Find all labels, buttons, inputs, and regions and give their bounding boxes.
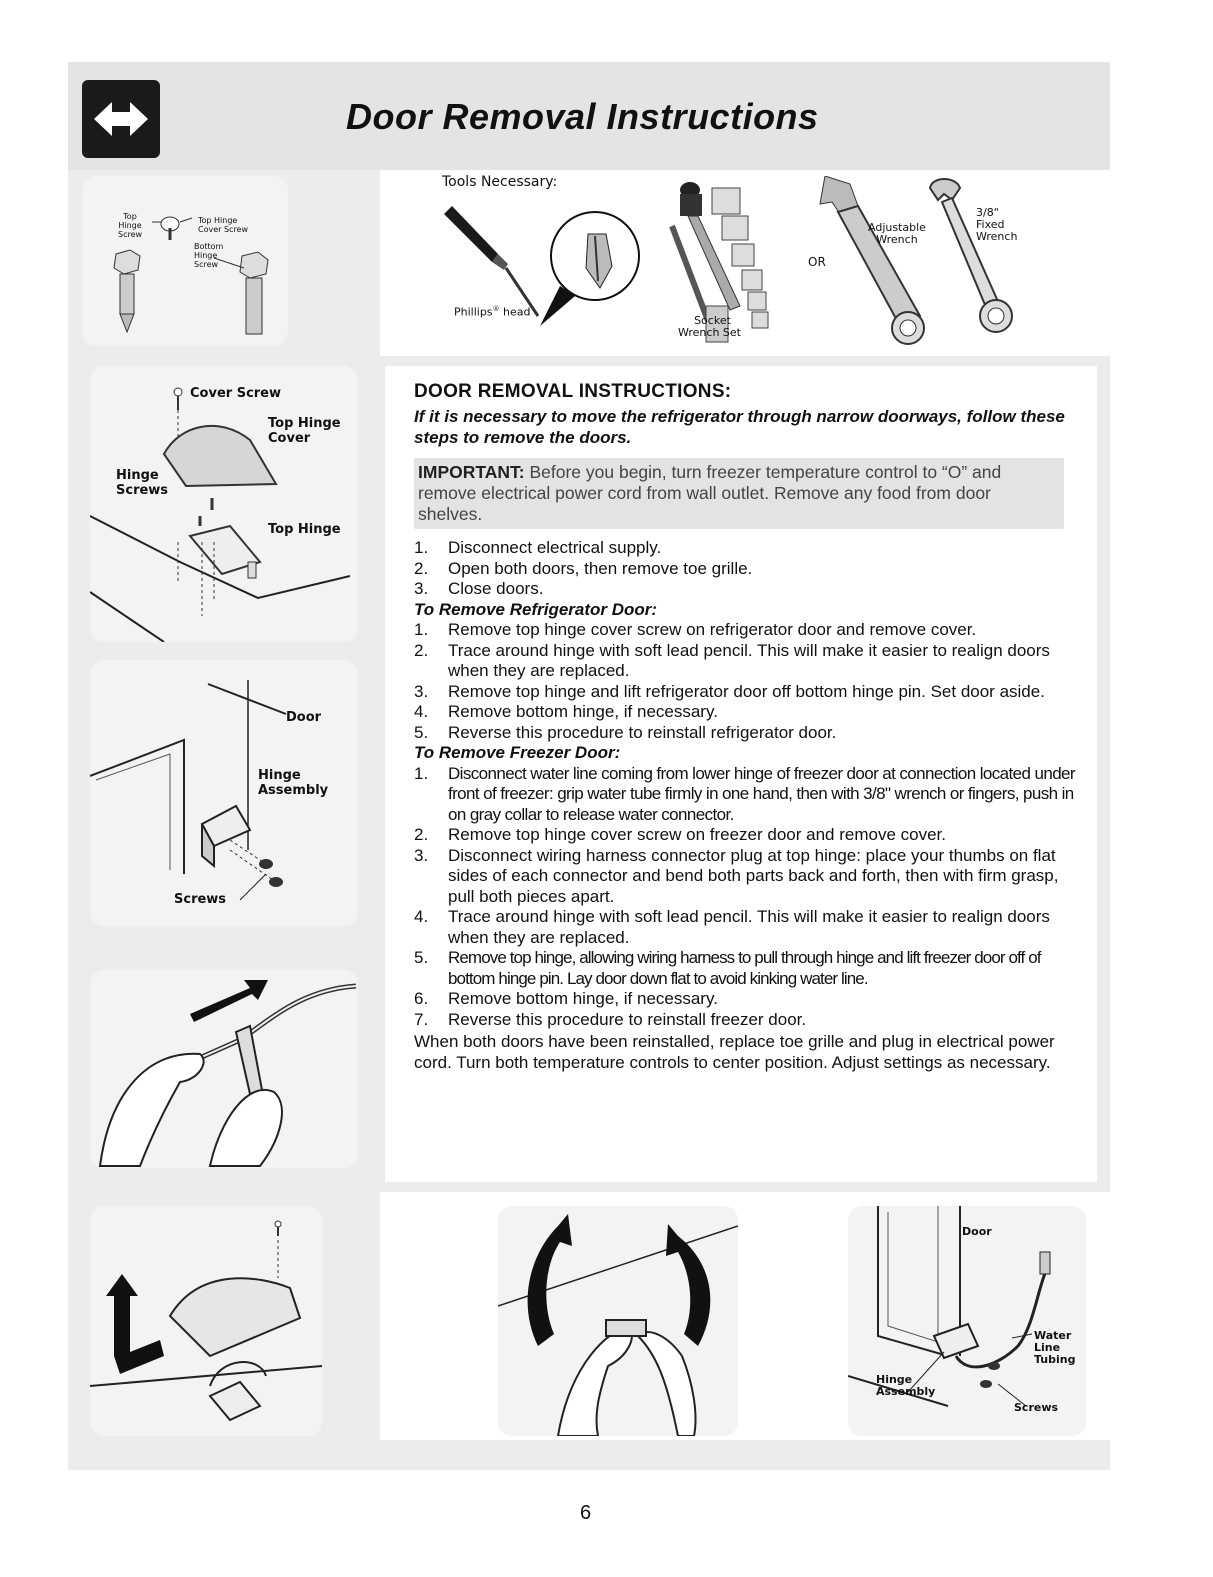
hinge-assembly-icon xyxy=(202,806,250,866)
list-item xyxy=(414,825,1082,846)
step-text: Trace around hinge with soft lead pencil. This will make it easier to realign doors when they are replaced. xyxy=(448,640,1050,680)
closing-paragraph: When both doors have been reinstalled, replace toe grille and plug in electrical power cord. Turn both temperature controls to center position. Adjust settings as necessary. xyxy=(414,1032,1055,1072)
step-text: Remove top hinge and lift refrigerator door off bottom hinge pin. Set door aside. xyxy=(448,681,1045,701)
step-text: Remove top hinge, allowing wiring harness to pull through hinge and lift freezer door off of bottom hinge pin. Lay door down flat to avoid kinking water line. xyxy=(448,948,1041,988)
arrow-up-icon xyxy=(106,1274,164,1374)
step-text: Reverse this procedure to reinstall freezer door. xyxy=(448,1009,807,1029)
harness-connector-figure xyxy=(498,1206,738,1436)
hinge-assembly-line1: Hinge xyxy=(876,1373,913,1386)
list-item xyxy=(414,948,1082,989)
hinge-screws-line2: Screws xyxy=(116,483,169,498)
cover-screw-icon xyxy=(161,217,179,240)
hinge-assembly-line2: Assembly xyxy=(258,783,329,798)
top-hinge-screw-line3: Screw xyxy=(118,230,143,239)
list-item xyxy=(414,682,1082,703)
hinge-assembly-line1: Hinge xyxy=(258,768,301,783)
list-item xyxy=(414,559,1082,580)
label-screws: Screws xyxy=(174,892,227,907)
adjustable-wrench-line1: Adjustable xyxy=(868,221,926,234)
hand-right-icon xyxy=(210,1090,282,1166)
hinge-assembly-line2: Assembly xyxy=(876,1385,936,1398)
top-hinge-cover-line2: Cover xyxy=(268,431,311,446)
top-hinge-screw-icon xyxy=(114,250,140,332)
important-notice xyxy=(414,458,1064,529)
list-item xyxy=(414,846,1082,908)
screw-icon xyxy=(275,1221,281,1236)
bottom-hinge-figure xyxy=(90,660,358,926)
socket-label-line2: Wrench Set xyxy=(678,326,741,339)
bottom-hinge-screw-line2: Hinge xyxy=(194,251,218,260)
phillips-label-text: Phillips xyxy=(454,305,493,319)
label-top-hinge: Top Hinge xyxy=(268,522,341,537)
water-line-tubing-line2: Line xyxy=(1034,1341,1061,1354)
step-number: 2. xyxy=(414,825,429,844)
lift-hinge-figure xyxy=(90,1206,322,1436)
fixed-wrench-line2: Fixed xyxy=(976,218,1005,231)
instructions-content xyxy=(414,381,1082,1073)
list-item xyxy=(414,723,1082,744)
instructions-title: DOOR REMOVAL INSTRUCTIONS: xyxy=(414,381,732,402)
water-line-tubing-line1: Water xyxy=(1034,1329,1072,1342)
step-number: 1. xyxy=(414,620,429,639)
top-hinge-illustration xyxy=(90,366,358,642)
tools-label: Tools Necessary: xyxy=(442,174,558,190)
step-text: Remove top hinge cover screw on freezer door and remove cover. xyxy=(448,825,946,844)
list-item xyxy=(414,620,1082,641)
general-steps xyxy=(414,538,1082,600)
socket-label xyxy=(678,314,741,339)
step-number: 6. xyxy=(414,989,429,1008)
top-hinge-screw-line1: Top xyxy=(123,212,137,221)
adjustable-wrench-icon xyxy=(820,176,924,344)
hinge-cover-icon xyxy=(164,426,276,486)
step-number: 3. xyxy=(414,845,429,865)
list-item xyxy=(414,989,1082,1010)
screwdriver-icon xyxy=(444,206,538,316)
fixed-wrench-line1: 3/8" xyxy=(976,206,999,219)
step-number: 2. xyxy=(414,558,429,578)
tools-illustration xyxy=(440,176,1080,354)
logo xyxy=(82,80,160,158)
phillips-label xyxy=(454,303,531,319)
top-hinge-figure xyxy=(90,366,358,642)
step-text: Disconnect electrical supply. xyxy=(448,538,662,557)
label-cover-screw: Cover Screw xyxy=(190,386,282,401)
bottom-hinge-screw-line1: Bottom xyxy=(194,242,224,251)
wrench-icon xyxy=(236,1026,262,1094)
step-text: Close doors. xyxy=(448,579,544,598)
label-hinge-screws xyxy=(116,468,168,498)
label-door: Door xyxy=(962,1225,992,1238)
list-item xyxy=(414,579,1082,600)
page-number: 6 xyxy=(580,1502,592,1524)
top-hinge-cover-screw-line1: Top Hinge xyxy=(198,216,238,225)
water-line-hands-figure xyxy=(90,970,358,1168)
fixed-wrench-line3: Wrench xyxy=(976,230,1018,243)
label-hinge-assembly xyxy=(258,768,328,798)
lift-hinge-illustration xyxy=(90,1206,322,1436)
step-number: 3. xyxy=(414,681,429,701)
hand-left-icon xyxy=(100,1054,204,1166)
label-top-hinge-cover xyxy=(268,416,341,446)
fixed-wrench-label xyxy=(976,207,1017,243)
list-item xyxy=(414,702,1082,723)
step-text: Reverse this procedure to reinstall refrigerator door. xyxy=(448,722,837,742)
label-top-hinge-cover-screw xyxy=(198,216,248,234)
top-hinge-cover-line1: Top Hinge xyxy=(268,416,341,431)
bottom-hinge-screw-line3: Screw xyxy=(194,260,219,269)
harness-connector-illustration xyxy=(498,1206,738,1436)
label-water-line-tubing xyxy=(1034,1330,1075,1366)
phillips-trademark: ® xyxy=(492,305,500,313)
water-line-hands-illustration xyxy=(90,970,358,1168)
list-item xyxy=(414,907,1082,948)
water-line-tubing-line3: Tubing xyxy=(1034,1353,1076,1366)
hinge-cover-icon xyxy=(170,1278,300,1356)
freezer-steps xyxy=(414,764,1082,1031)
hinge-screws-line1: Hinge xyxy=(116,468,159,483)
fixed-wrench-icon xyxy=(930,179,1012,332)
step-number: 5. xyxy=(414,948,429,967)
phillips-label-suffix: head xyxy=(503,305,531,319)
step-text: Disconnect wiring harness connector plug at top hinge: place your thumbs on flat sides of each connector and bend both parts back and forth, then with firm grasp, pull both pieces apart. xyxy=(448,845,1059,906)
step-text: Disconnect water line coming from lower hinge of freezer door at connection located under front of freezer: grip water tube firmly in one hand, then with 3/8" wrench or fingers, push in on gray collar to release water connector. xyxy=(448,763,1075,824)
label-door: Door xyxy=(286,710,322,725)
socket-label-line1: Socket xyxy=(694,314,731,327)
rotate-left-arrow-icon xyxy=(528,1214,572,1346)
instructions-lead: If it is necessary to move the refrigerator through narrow doorways, follow these steps to remove the doors. xyxy=(414,407,1065,447)
screws-panel xyxy=(82,176,288,346)
top-hinge-screw-line2: Hinge xyxy=(118,221,142,230)
list-item xyxy=(414,764,1082,826)
screws-illustration xyxy=(82,176,288,346)
step-number: 2. xyxy=(414,640,429,660)
important-text: Before you begin, turn freezer temperature control to “O” and remove electrical power cord from wall outlet. Remove any food from door shelves. xyxy=(418,462,1002,524)
step-text: Remove top hinge cover screw on refrigerator door and remove cover. xyxy=(448,620,977,639)
refrigerator-door-heading: To Remove Refrigerator Door: xyxy=(414,599,658,619)
step-number: 4. xyxy=(414,702,429,721)
or-label: OR xyxy=(808,255,826,269)
step-number: 7. xyxy=(414,1009,429,1029)
step-text: Remove bottom hinge, if necessary. xyxy=(448,989,718,1008)
hands-icon xyxy=(558,1326,696,1436)
top-hinge-icon xyxy=(190,526,260,578)
label-top-hinge-screw xyxy=(118,212,142,239)
step-text: Trace around hinge with soft lead pencil. This will make it easier to realign doors when they are replaced. xyxy=(448,907,1050,947)
step-text: Open both doors, then remove toe grille. xyxy=(448,558,753,578)
double-arrow-icon xyxy=(82,80,160,158)
adjustable-wrench-label xyxy=(868,222,926,246)
page-title: Door Removal Instructions xyxy=(346,96,819,137)
label-screws: Screws xyxy=(1014,1401,1059,1414)
list-item xyxy=(414,641,1082,682)
refrigerator-steps xyxy=(414,620,1082,743)
screw-icon xyxy=(259,859,283,887)
list-item xyxy=(414,1010,1082,1031)
hinge-assembly-icon xyxy=(934,1324,978,1358)
step-number: 1. xyxy=(414,763,429,783)
label-hinge-assembly xyxy=(876,1374,935,1398)
step-number: 4. xyxy=(414,907,429,926)
label-bottom-hinge-screw xyxy=(194,242,223,269)
freezer-door-heading: To Remove Freezer Door: xyxy=(414,743,621,762)
bit-magnifier-icon xyxy=(540,212,639,326)
bottom-hinge-screw-icon xyxy=(240,252,268,334)
list-item xyxy=(414,538,1082,559)
top-hinge-cover-screw-line2: Cover Screw xyxy=(198,225,249,234)
adjustable-wrench-line2: Wrench xyxy=(876,233,918,246)
step-number: 1. xyxy=(414,538,429,557)
step-text: Remove bottom hinge, if necessary. xyxy=(448,702,718,721)
cover-screw-icon xyxy=(174,388,182,410)
important-label: IMPORTANT: xyxy=(418,462,525,482)
water-line-figure xyxy=(848,1206,1086,1436)
step-number: 5. xyxy=(414,722,429,742)
step-number: 3. xyxy=(414,579,429,598)
